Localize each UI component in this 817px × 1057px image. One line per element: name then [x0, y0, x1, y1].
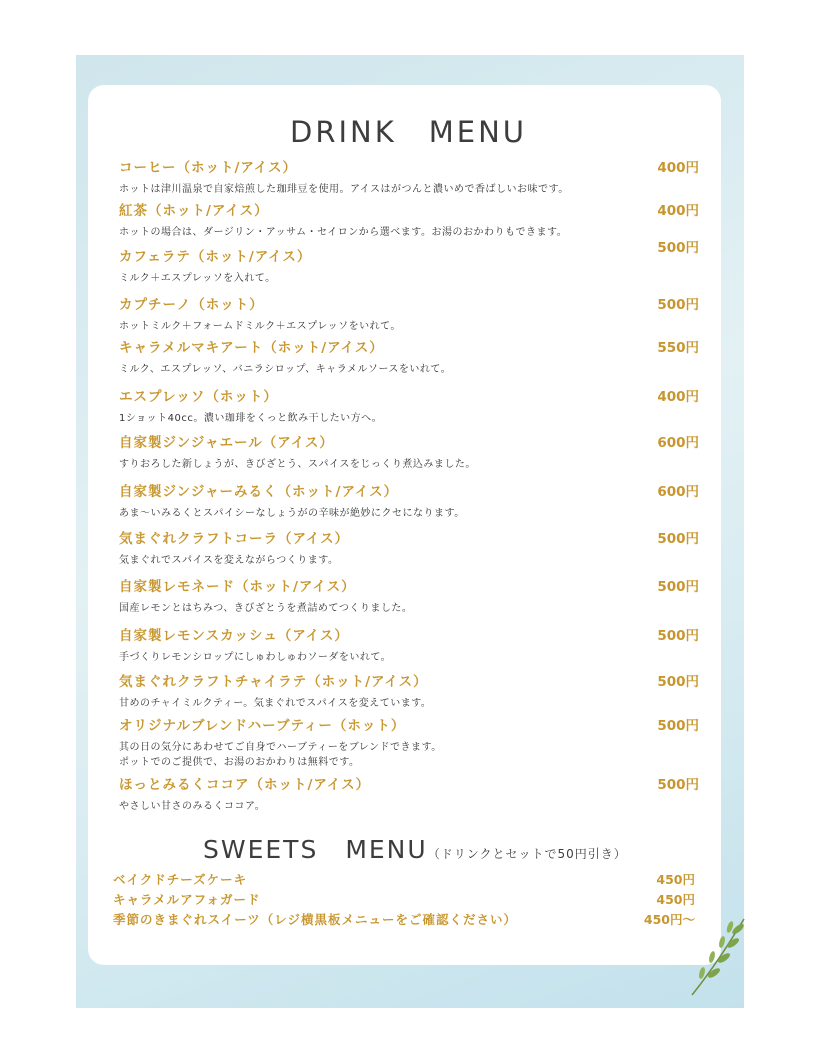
drink-name: ほっとみるくココア（ホット/アイス）: [119, 777, 371, 793]
drink-price: 500円: [657, 531, 699, 547]
sweet-name: キャラメルアフォガード: [113, 892, 261, 907]
sweet-price: 450円: [656, 892, 695, 907]
drink-item: [119, 714, 699, 770]
sweet-name: 季節のきまぐれスイーツ（レジ横黒板メニューをご確認ください）: [113, 912, 517, 927]
drink-desc: 甘めのチャイミルクティー。気まぐれでスパイスを変えています。: [119, 698, 432, 709]
drink-price: 400円: [657, 203, 699, 219]
drink-item: [119, 480, 699, 521]
drink-desc: あま〜いみるくとスパイシーなしょうがの辛味が絶妙にクセになります。: [119, 508, 465, 519]
drink-name: オリジナルブレンドハーブティー（ホット）: [119, 718, 406, 734]
drink-desc: ホットミルク＋フォームドミルク＋エスプレッソをいれて。: [119, 321, 401, 332]
drink-item: [119, 199, 699, 240]
drink-desc: 気まぐれでスパイスを変えながらつくります。: [119, 555, 339, 566]
drink-price: 600円: [657, 435, 699, 451]
drink-name: 自家製ジンジャーみるく（ホット/アイス）: [119, 484, 399, 500]
drink-name: 気まぐれクラフトコーラ（アイス）: [119, 531, 350, 547]
drink-item: [119, 240, 699, 286]
drink-price: 500円: [657, 718, 699, 734]
drink-price: 600円: [657, 484, 699, 500]
sweet-price: 450円〜: [643, 912, 695, 927]
drink-price: 500円: [657, 579, 699, 595]
drink-item: [119, 385, 699, 426]
drink-desc: 其の日の気分にあわせてご自身でハーブティーをブレンドできます。 ポットでのご提供で、お湯のおかわりは無料です。: [119, 742, 442, 768]
drink-name: 紅茶（ホット/アイス）: [119, 203, 269, 219]
drink-name: コーヒー（ホット/アイス）: [119, 160, 298, 176]
drink-price: 400円: [657, 160, 699, 176]
drink-name: 気まぐれクラフトチャイラテ（ホット/アイス）: [119, 674, 428, 690]
drink-desc: 国産レモンとはちみつ、きびざとうを煮詰めてつくりました。: [119, 603, 413, 614]
drink-name: キャラメルマキアート（ホット/アイス）: [119, 340, 384, 356]
drink-item: [119, 293, 699, 334]
drink-item: [119, 336, 699, 377]
drink-name: エスプレッソ（ホット）: [119, 389, 278, 405]
drink-desc: すりおろした新しょうが、きびざとう、スパイスをじっくり煮込みました。: [119, 459, 476, 470]
drink-menu-title: DRINK MENU: [289, 115, 527, 149]
sweets-note: （ドリンクとセットで50円引き）: [427, 847, 627, 861]
sweets-title-text: SWEETS MENU: [203, 835, 428, 864]
drink-desc: ミルク＋エスプレッソを入れて。: [119, 273, 276, 284]
drink-item: [119, 156, 699, 197]
drink-price: 500円: [657, 628, 699, 644]
leaf-icon: [686, 915, 748, 1000]
sweet-item: [113, 890, 695, 908]
drink-price: 500円: [657, 674, 699, 690]
drink-item: [119, 773, 699, 814]
drink-name: カフェラテ（ホット/アイス）: [119, 249, 312, 265]
drink-price: 500円: [657, 297, 699, 313]
sweets-menu-title: [203, 830, 627, 866]
drink-desc: やさしい甘さのみるくココア。: [119, 801, 266, 812]
drink-desc: ホットの場合は、ダージリン・アッサム・セイロンから選べます。お湯のおかわりもできます。: [119, 227, 568, 238]
drink-desc: ホットは津川温泉で自家焙煎した珈琲豆を使用。アイスはがつんと濃いめで香ばしいお味です。: [119, 184, 569, 195]
drink-price: 400円: [657, 389, 699, 405]
drink-name: 自家製ジンジャエール（アイス）: [119, 435, 334, 451]
drink-desc: ミルク、エスプレッソ、バニラシロップ、キャラメルソースをいれて。: [119, 364, 452, 375]
drink-item: [119, 431, 699, 472]
drink-desc: 1ショット40cc。濃い珈琲をくっと飲み干したい方へ。: [119, 413, 383, 424]
sweet-item: [113, 870, 695, 888]
drink-item: [119, 624, 699, 665]
sweet-item: [113, 910, 695, 928]
drink-desc: 手づくりレモンシロップにしゅわしゅわソーダをいれて。: [119, 652, 392, 663]
drink-name: 自家製レモネード（ホット/アイス）: [119, 579, 356, 595]
drink-item: [119, 575, 699, 616]
sweet-price: 450円: [656, 872, 695, 887]
sweet-name: ベイクドチーズケーキ: [113, 872, 248, 887]
drink-price: 550円: [657, 340, 699, 356]
drink-price: 500円: [657, 777, 699, 793]
drink-item: [119, 527, 699, 568]
drink-name: カプチーノ（ホット）: [119, 297, 264, 313]
drink-price: 500円: [657, 240, 699, 256]
drink-item: [119, 670, 699, 711]
drink-name: 自家製レモンスカッシュ（アイス）: [119, 628, 349, 644]
